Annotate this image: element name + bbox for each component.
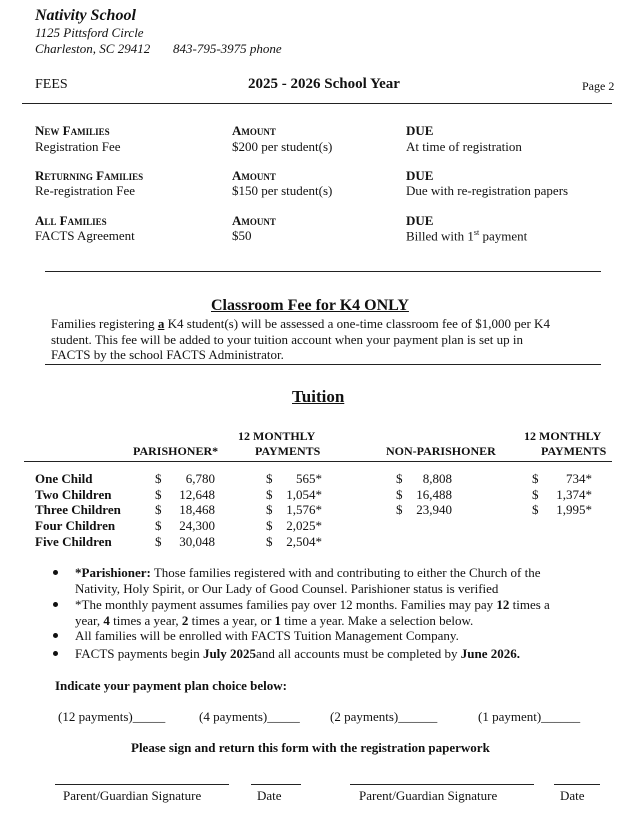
due-label: DUE — [406, 123, 434, 138]
signature-line-2[interactable] — [350, 784, 534, 785]
classroom-fee-divider — [45, 364, 601, 365]
header-monthly-nonparishioner-1: 12 MONTHLY — [524, 429, 602, 443]
nonparishioner-monthly: $ 1,374* — [532, 487, 592, 502]
fee-amount: $150 per student(s) — [232, 183, 333, 198]
school-phone: 843-795-3975 phone — [173, 41, 282, 56]
school-year-title: 2025 - 2026 School Year — [248, 76, 400, 92]
note-parishioner-line1: *Parishioner: Those families registered with and contributing to either the Church of the — [75, 565, 541, 580]
fee-item: FACTS Agreement — [35, 228, 135, 243]
parishioner-monthly: $ 1,576* — [266, 502, 322, 517]
sign-instruction: Please sign and return this form with the registration paperwork — [131, 740, 490, 755]
parishioner-monthly: $ 2,504* — [266, 534, 322, 549]
header-monthly-parishioner-2: PAYMENTS — [255, 444, 321, 458]
bullet-icon — [53, 570, 61, 578]
bullet-icon — [53, 602, 61, 610]
header-monthly-nonparishioner-2: PAYMENTS — [541, 444, 607, 458]
page-number: Page 2 — [582, 79, 615, 93]
fee-due: At time of registration — [406, 139, 522, 154]
date-label-1: Date — [257, 788, 282, 803]
payment-option-12[interactable]: (12 payments)_____ — [58, 709, 166, 724]
classroom-fee-line2: student. This fee will be added to your tuition account when your payment plan is set up in — [51, 332, 523, 347]
parishioner-amount: $ 24,300 — [155, 518, 215, 533]
fee-amount: $50 — [232, 228, 252, 243]
nonparishioner-amount: $ 8,808 — [396, 471, 452, 486]
amount-label: Amount — [232, 168, 276, 183]
signature-label-1: Parent/Guardian Signature — [63, 788, 202, 803]
classroom-fee-line1: Families registering a K4 student(s) will be assessed a one-time classroom fee of $1,000 per K4 — [51, 316, 550, 331]
bullet-icon — [53, 651, 61, 659]
school-name: Nativity School — [35, 7, 136, 24]
parishioner-amount: $ 12,648 — [155, 487, 215, 502]
note-monthly-line1: *The monthly payment assumes families pay over 12 months. Families may pay 12 times a — [75, 597, 550, 612]
payment-option-1[interactable]: (1 payment)______ — [478, 709, 581, 724]
date-line-2[interactable] — [554, 784, 600, 785]
school-address-line1: 1125 Pittsford Circle — [35, 25, 144, 40]
due-label: DUE — [406, 213, 434, 228]
row-label: One Child — [35, 471, 93, 486]
date-line-1[interactable] — [251, 784, 301, 785]
classroom-fee-title: Classroom Fee for K4 ONLY — [211, 297, 409, 314]
parishioner-amount: $ 18,468 — [155, 502, 215, 517]
row-label: Three Children — [35, 502, 121, 517]
nonparishioner-monthly: $ 734* — [532, 471, 592, 486]
fee-item: Re-registration Fee — [35, 183, 135, 198]
note-facts-schedule: FACTS payments begin July 2025and all accounts must be completed by June 2026. — [75, 646, 520, 661]
row-label: Two Children — [35, 487, 112, 502]
fee-due: Due with re-registration papers — [406, 183, 569, 198]
signature-line-1[interactable] — [55, 784, 229, 785]
school-address-line2: Charleston, SC 29412 — [35, 41, 151, 56]
parishioner-monthly: $ 2,025* — [266, 518, 322, 533]
row-label: Five Children — [35, 534, 112, 549]
payment-option-2[interactable]: (2 payments)______ — [330, 709, 438, 724]
payment-option-4[interactable]: (4 payments)_____ — [199, 709, 300, 724]
parishioner-amount: $ 6,780 — [155, 471, 215, 486]
parishioner-monthly: $ 1,054* — [266, 487, 322, 502]
header-parishioner: PARISHONER* — [133, 444, 219, 458]
note-parishioner-line2: Nativity, Holy Spirit, or Our Lady of Good Counsel. Parishioner status is verified — [75, 581, 499, 596]
tuition-title: Tuition — [292, 387, 345, 406]
fee-due: Billed with 1st payment — [406, 228, 528, 244]
nonparishioner-monthly: $ 1,995* — [532, 502, 592, 517]
nonparishioner-amount: $ 16,488 — [396, 487, 452, 502]
amount-label: Amount — [232, 123, 276, 138]
fees-divider — [45, 271, 601, 272]
note-monthly-line2: year, 4 times a year, 2 times a year, or 1 time a year. Make a selection below. — [75, 613, 474, 628]
tuition-header-divider — [24, 461, 612, 462]
row-label: Four Children — [35, 518, 116, 533]
due-label: DUE — [406, 168, 434, 183]
header-monthly-parishioner-1: 12 MONTHLY — [238, 429, 316, 443]
classroom-fee-line3: FACTS by the school FACTS Administrator. — [51, 347, 284, 362]
header-divider — [22, 103, 612, 104]
date-label-2: Date — [560, 788, 585, 803]
fee-group-label: New Families — [35, 123, 110, 138]
payment-plan-prompt: Indicate your payment plan choice below: — [55, 678, 287, 693]
bullet-icon — [53, 633, 61, 641]
parishioner-monthly: $ 565* — [266, 471, 322, 486]
fee-amount: $200 per student(s) — [232, 139, 333, 154]
nonparishioner-amount: $ 23,940 — [396, 502, 452, 517]
parishioner-amount: $ 30,048 — [155, 534, 215, 549]
signature-label-2: Parent/Guardian Signature — [359, 788, 498, 803]
header-non-parishioner: NON-PARISHONER — [386, 444, 496, 458]
note-facts-enrollment: All families will be enrolled with FACTS Tuition Management Company. — [75, 628, 459, 643]
amount-label: Amount — [232, 213, 276, 228]
fee-group-label: All Families — [35, 213, 107, 228]
fee-group-label: Returning Families — [35, 168, 144, 183]
section-label-fees: FEES — [35, 77, 68, 92]
fee-item: Registration Fee — [35, 139, 121, 154]
